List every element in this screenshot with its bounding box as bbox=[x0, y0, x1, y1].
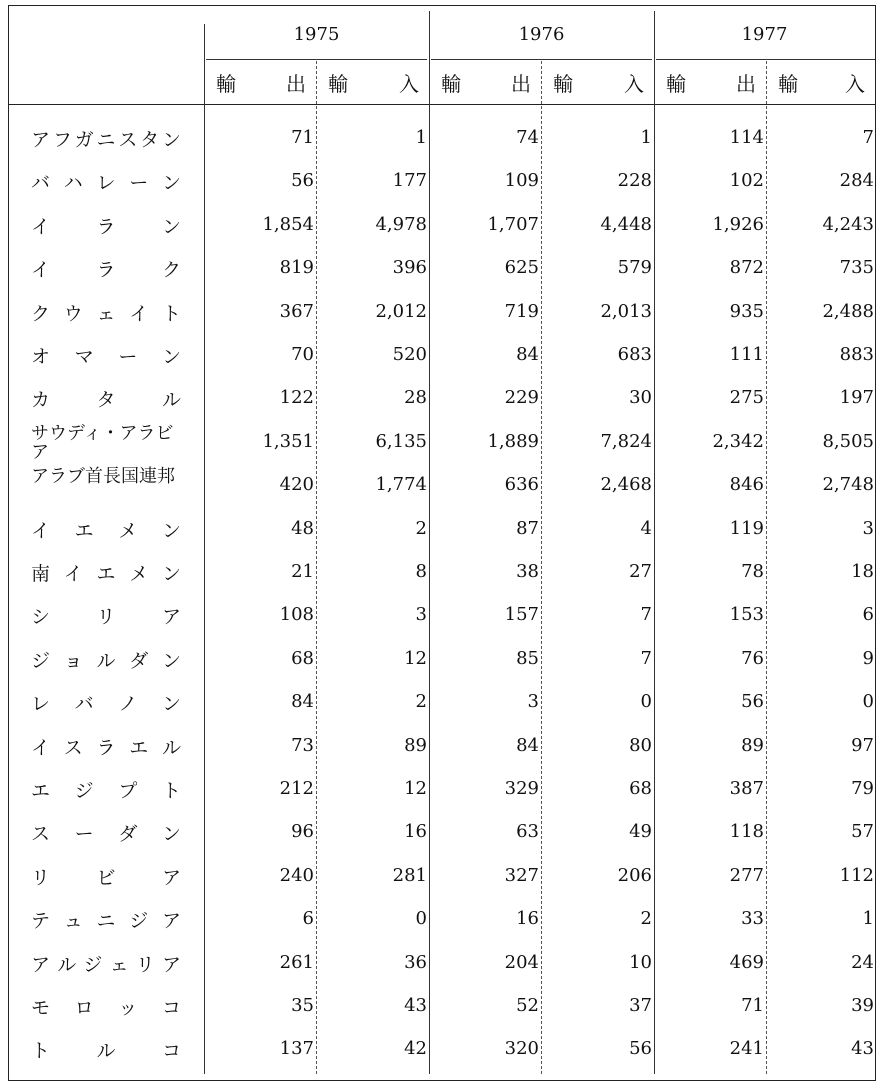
export-value-cell: 85 bbox=[516, 647, 539, 669]
import-value-cell: 7 bbox=[862, 127, 874, 148]
export-value-cell: 157 bbox=[504, 604, 539, 626]
import-value-cell: 8 bbox=[415, 561, 427, 582]
table-row bbox=[9, 1028, 875, 1071]
export-value-cell: 846 bbox=[729, 474, 764, 496]
import-value-cell: 6,135 bbox=[375, 430, 427, 452]
table-row bbox=[9, 291, 875, 334]
import-value-cell: 56 bbox=[629, 1038, 652, 1060]
import-label-char: 輸 bbox=[778, 72, 798, 96]
export-value-cell: 137 bbox=[279, 1038, 314, 1060]
import-value-cell: 8,505 bbox=[822, 430, 874, 452]
import-value-cell: 2,748 bbox=[822, 474, 874, 496]
import-value-cell: 2 bbox=[640, 908, 652, 930]
export-value-cell: 636 bbox=[504, 474, 539, 496]
import-value-cell: 27 bbox=[629, 561, 652, 582]
import-value-cell: 7,824 bbox=[600, 430, 652, 452]
export-value-cell: 102 bbox=[729, 170, 764, 192]
import-value-cell: 1 bbox=[862, 908, 874, 930]
country-name: イ ラ ク bbox=[31, 259, 181, 282]
import-value-cell: 57 bbox=[851, 821, 874, 843]
export-label-char: 出 bbox=[736, 72, 756, 96]
export-label-char: 出 bbox=[286, 72, 306, 96]
country-name: シ リ ア bbox=[31, 606, 181, 629]
country-name: イ エ メ ン bbox=[31, 519, 181, 542]
export-value-cell: 89 bbox=[741, 734, 764, 756]
import-label-char: 輸 bbox=[328, 72, 348, 96]
table-row bbox=[9, 594, 875, 637]
export-value-cell: 21 bbox=[291, 561, 314, 582]
header-divider bbox=[9, 104, 875, 105]
export-value-cell: 84 bbox=[516, 734, 539, 756]
country-name: テ ュ ニ ジ ア bbox=[31, 910, 181, 933]
table-row bbox=[9, 811, 875, 854]
export-value-cell: 76 bbox=[741, 647, 764, 669]
export-value-cell: 16 bbox=[516, 908, 539, 930]
year-header-1975: 1975 bbox=[293, 24, 340, 45]
country-name: ト ル コ bbox=[31, 1040, 181, 1063]
export-value-cell: 367 bbox=[279, 300, 314, 322]
export-value-cell: 1,854 bbox=[262, 213, 314, 235]
country-name: バ ハ レ ー ン bbox=[31, 172, 181, 195]
table-row bbox=[9, 638, 875, 681]
export-value-cell: 387 bbox=[729, 778, 764, 799]
import-value-cell: 12 bbox=[404, 647, 427, 669]
country-name: エ ジ プ ト bbox=[31, 780, 181, 802]
import-value-cell: 197 bbox=[839, 387, 874, 409]
country-name: ク ウ ェ イ ト bbox=[31, 302, 181, 325]
table-row bbox=[9, 508, 875, 551]
import-value-cell: 206 bbox=[617, 864, 652, 886]
import-value-cell: 68 bbox=[629, 778, 652, 799]
year-underline bbox=[656, 59, 875, 60]
export-value-cell: 119 bbox=[729, 517, 764, 539]
export-value-cell: 469 bbox=[729, 951, 764, 973]
table-row bbox=[9, 855, 875, 898]
table-row bbox=[9, 942, 875, 985]
export-value-cell: 56 bbox=[291, 170, 314, 192]
year-underline bbox=[431, 59, 652, 60]
import-value-cell: 42 bbox=[404, 1038, 427, 1060]
table-row bbox=[9, 551, 875, 594]
year-header-1977: 1977 bbox=[741, 24, 788, 45]
export-value-cell: 48 bbox=[291, 517, 314, 539]
import-value-cell: 43 bbox=[404, 995, 427, 1016]
import-value-cell: 3 bbox=[862, 517, 874, 539]
table-row bbox=[9, 725, 875, 768]
import-value-cell: 97 bbox=[851, 734, 874, 756]
import-value-cell: 2,013 bbox=[600, 300, 652, 322]
import-value-cell: 0 bbox=[415, 908, 427, 930]
import-value-cell: 18 bbox=[851, 561, 874, 582]
export-label-char: 出 bbox=[511, 72, 531, 96]
export-value-cell: 122 bbox=[279, 387, 314, 409]
import-value-cell: 49 bbox=[629, 821, 652, 843]
export-value-cell: 70 bbox=[291, 344, 314, 365]
import-label-char: 入 bbox=[845, 72, 865, 96]
import-value-cell: 30 bbox=[629, 387, 652, 409]
import-value-cell: 43 bbox=[851, 1038, 874, 1060]
country-name: オ マ ー ン bbox=[31, 346, 181, 368]
table-row bbox=[9, 681, 875, 724]
country-name: イ ス ラ エ ル bbox=[31, 736, 181, 759]
country-name: ア フ ガ ニ ス タ ン bbox=[31, 129, 181, 151]
import-value-cell: 80 bbox=[629, 734, 652, 756]
import-value-cell: 2,012 bbox=[375, 300, 427, 322]
country-name: ア ル ジ ェ リ ア bbox=[31, 953, 181, 976]
import-value-cell: 28 bbox=[404, 387, 427, 409]
import-value-cell: 281 bbox=[392, 864, 427, 886]
import-label-char: 入 bbox=[399, 72, 419, 96]
table-row bbox=[9, 334, 875, 377]
export-value-cell: 6 bbox=[302, 908, 314, 930]
export-value-cell: 71 bbox=[291, 127, 314, 148]
export-value-cell: 241 bbox=[729, 1038, 764, 1060]
import-value-cell: 520 bbox=[392, 344, 427, 365]
country-name: カ タ ル bbox=[31, 389, 181, 412]
export-label-char: 輸 bbox=[441, 72, 461, 96]
import-label-char: 輸 bbox=[553, 72, 573, 96]
export-value-cell: 73 bbox=[291, 734, 314, 756]
import-value-cell: 579 bbox=[617, 257, 652, 279]
export-value-cell: 1,889 bbox=[487, 430, 539, 452]
export-value-cell: 935 bbox=[729, 300, 764, 322]
table-row bbox=[9, 464, 875, 507]
country-name: レ バ ノ ン bbox=[31, 693, 181, 716]
export-value-cell: 68 bbox=[291, 647, 314, 669]
export-label-char: 輸 bbox=[216, 72, 236, 96]
table-row bbox=[9, 421, 875, 464]
table-row bbox=[9, 117, 875, 160]
export-value-cell: 96 bbox=[291, 821, 314, 843]
import-value-cell: 2,468 bbox=[600, 474, 652, 496]
trade-table bbox=[8, 5, 876, 1081]
export-value-cell: 2,342 bbox=[712, 430, 764, 452]
import-value-cell: 10 bbox=[629, 951, 652, 973]
import-value-cell: 6 bbox=[862, 604, 874, 626]
import-value-cell: 4,448 bbox=[600, 213, 652, 235]
export-value-cell: 1,351 bbox=[262, 430, 314, 452]
export-value-cell: 420 bbox=[279, 474, 314, 496]
export-value-cell: 109 bbox=[504, 170, 539, 192]
export-value-cell: 114 bbox=[729, 127, 764, 148]
import-value-cell: 3 bbox=[415, 604, 427, 626]
export-value-cell: 275 bbox=[729, 387, 764, 409]
table-row bbox=[9, 768, 875, 811]
export-value-cell: 84 bbox=[291, 691, 314, 713]
country-name: リ ビ ア bbox=[31, 866, 181, 889]
import-label-char: 入 bbox=[624, 72, 644, 96]
import-value-cell: 39 bbox=[851, 995, 874, 1016]
export-value-cell: 35 bbox=[291, 995, 314, 1016]
export-value-cell: 52 bbox=[516, 995, 539, 1016]
import-value-cell: 1,774 bbox=[375, 474, 427, 496]
country-name: 南 イ エ メ ン bbox=[31, 563, 181, 585]
import-value-cell: 37 bbox=[629, 995, 652, 1016]
export-value-cell: 212 bbox=[279, 778, 314, 799]
import-value-cell: 2 bbox=[415, 517, 427, 539]
import-value-cell: 396 bbox=[392, 257, 427, 279]
import-value-cell: 177 bbox=[392, 170, 427, 192]
export-value-cell: 320 bbox=[504, 1038, 539, 1060]
import-value-cell: 112 bbox=[839, 864, 874, 886]
export-value-cell: 118 bbox=[729, 821, 764, 843]
export-value-cell: 819 bbox=[279, 257, 314, 279]
table-row bbox=[9, 985, 875, 1028]
import-value-cell: 2 bbox=[415, 691, 427, 713]
export-value-cell: 63 bbox=[516, 821, 539, 843]
import-value-cell: 1 bbox=[640, 127, 652, 148]
table-row bbox=[9, 160, 875, 203]
import-value-cell: 16 bbox=[404, 821, 427, 843]
export-value-cell: 56 bbox=[741, 691, 764, 713]
import-value-cell: 12 bbox=[404, 778, 427, 799]
import-value-cell: 9 bbox=[862, 647, 874, 669]
export-value-cell: 78 bbox=[741, 561, 764, 582]
export-value-cell: 87 bbox=[516, 517, 539, 539]
import-value-cell: 4,243 bbox=[822, 213, 874, 235]
export-value-cell: 108 bbox=[279, 604, 314, 626]
export-value-cell: 277 bbox=[729, 864, 764, 886]
country-name: サウディ・アラビア bbox=[31, 422, 174, 463]
export-value-cell: 261 bbox=[279, 951, 314, 973]
country-name: ス ー ダ ン bbox=[31, 823, 181, 846]
import-value-cell: 2,488 bbox=[822, 300, 874, 322]
table-row bbox=[9, 247, 875, 290]
import-value-cell: 4,978 bbox=[375, 213, 427, 235]
export-value-cell: 33 bbox=[741, 908, 764, 930]
export-value-cell: 625 bbox=[504, 257, 539, 279]
import-value-cell: 228 bbox=[617, 170, 652, 192]
export-value-cell: 74 bbox=[516, 127, 539, 148]
import-value-cell: 883 bbox=[839, 344, 874, 365]
export-value-cell: 3 bbox=[527, 691, 539, 713]
import-value-cell: 36 bbox=[404, 951, 427, 973]
export-value-cell: 240 bbox=[279, 864, 314, 886]
country-name: アラブ首長国連邦 bbox=[31, 466, 175, 488]
export-value-cell: 1,926 bbox=[712, 213, 764, 235]
export-value-cell: 153 bbox=[729, 604, 764, 626]
import-value-cell: 24 bbox=[851, 951, 874, 973]
country-name: ジ ョ ル ダ ン bbox=[31, 649, 181, 672]
export-value-cell: 229 bbox=[504, 387, 539, 409]
export-label-char: 輸 bbox=[666, 72, 686, 96]
export-value-cell: 327 bbox=[504, 864, 539, 886]
import-value-cell: 7 bbox=[640, 647, 652, 669]
export-value-cell: 204 bbox=[504, 951, 539, 973]
table-row bbox=[9, 377, 875, 420]
import-value-cell: 79 bbox=[851, 778, 874, 799]
country-name: イ ラ ン bbox=[31, 215, 181, 238]
country-name: モ ロ ッ コ bbox=[31, 997, 181, 1019]
export-value-cell: 719 bbox=[504, 300, 539, 322]
export-value-cell: 1,707 bbox=[487, 213, 539, 235]
import-value-cell: 1 bbox=[415, 127, 427, 148]
import-value-cell: 89 bbox=[404, 734, 427, 756]
export-value-cell: 38 bbox=[516, 561, 539, 582]
export-value-cell: 71 bbox=[741, 995, 764, 1016]
table-row bbox=[9, 898, 875, 941]
table-row bbox=[9, 204, 875, 247]
import-value-cell: 7 bbox=[640, 604, 652, 626]
import-value-cell: 4 bbox=[640, 517, 652, 539]
year-header-1976: 1976 bbox=[518, 24, 565, 45]
year-underline bbox=[206, 59, 427, 60]
export-value-cell: 329 bbox=[504, 778, 539, 799]
import-value-cell: 284 bbox=[839, 170, 874, 192]
import-value-cell: 735 bbox=[839, 257, 874, 279]
import-value-cell: 683 bbox=[617, 344, 652, 365]
import-value-cell: 0 bbox=[862, 691, 874, 713]
export-value-cell: 84 bbox=[516, 344, 539, 365]
export-value-cell: 111 bbox=[729, 344, 764, 365]
import-value-cell: 0 bbox=[640, 691, 652, 713]
export-value-cell: 872 bbox=[729, 257, 764, 279]
